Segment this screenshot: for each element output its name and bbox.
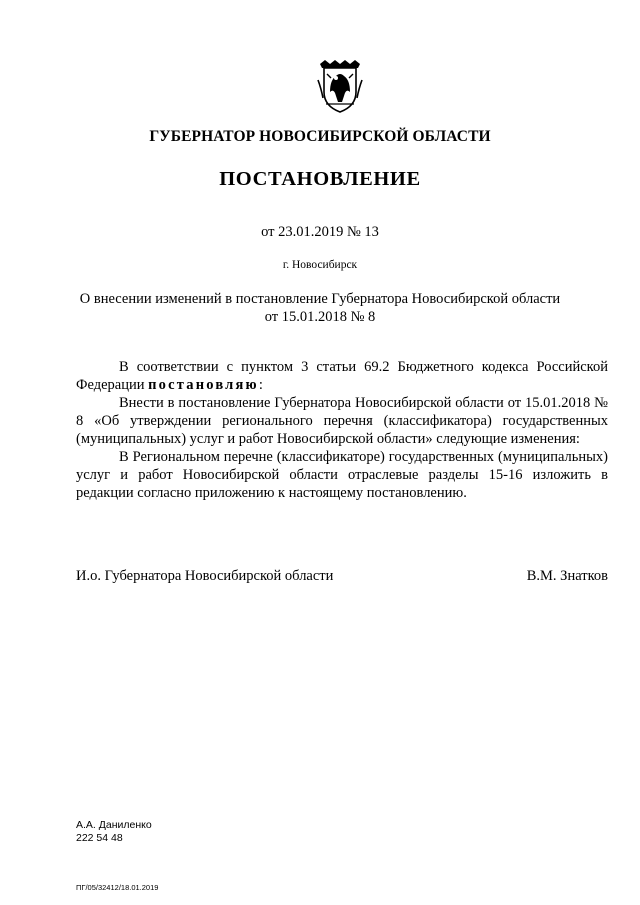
document-type: ПОСТАНОВЛЕНИЕ xyxy=(219,168,421,190)
body-paragraph-1 xyxy=(76,358,608,394)
executor-phone: 222 54 48 xyxy=(76,832,123,844)
paragraph-1-end: : xyxy=(258,377,263,393)
signatory-position: И.о. Губернатора Новосибирской области xyxy=(76,568,334,584)
document-body xyxy=(76,358,608,502)
executor-name: А.А. Даниленко xyxy=(76,819,152,831)
document-code: ПГ/05/32412/18.01.2019 xyxy=(76,883,159,892)
document-subject xyxy=(0,290,640,326)
signatory-name: В.М. Знатков xyxy=(526,568,608,584)
subject-line-1: О внесении изменений в постановление Губернатора Новосибирской области xyxy=(79,291,561,307)
body-paragraph-3: В Региональном перечне (классификаторе) государственных (муниципальных) услуг и работ Новосибирской области отраслевые разделы 15-16 изложить в редакции согласно приложению к настоящему постановлению. xyxy=(76,449,608,501)
paragraph-1-text: В соответствии с пунктом 3 статьи 69.2 Бюджетного кодекса Российской Федерации xyxy=(76,359,608,393)
subject-line-2: от 15.01.2018 № 8 xyxy=(264,309,376,325)
body-paragraph-2: Внести в постановление Губернатора Новосибирской области от 15.01.2018 № 8 «Об утверждении регионального перечня (классификатора) государственных (муниципальных) услуг и работ Новосибирской области» следующие изменения: xyxy=(76,395,608,447)
issuing-authority: ГУБЕРНАТОР НОВОСИБИРСКОЙ ОБЛАСТИ xyxy=(149,128,491,145)
resolution-word: постановляю xyxy=(148,377,259,393)
executor-block xyxy=(76,819,152,845)
document-date-number: от 23.01.2019 № 13 xyxy=(261,224,379,240)
city-line: г. Новосибирск xyxy=(282,259,358,271)
coat-of-arms-icon xyxy=(316,58,364,114)
